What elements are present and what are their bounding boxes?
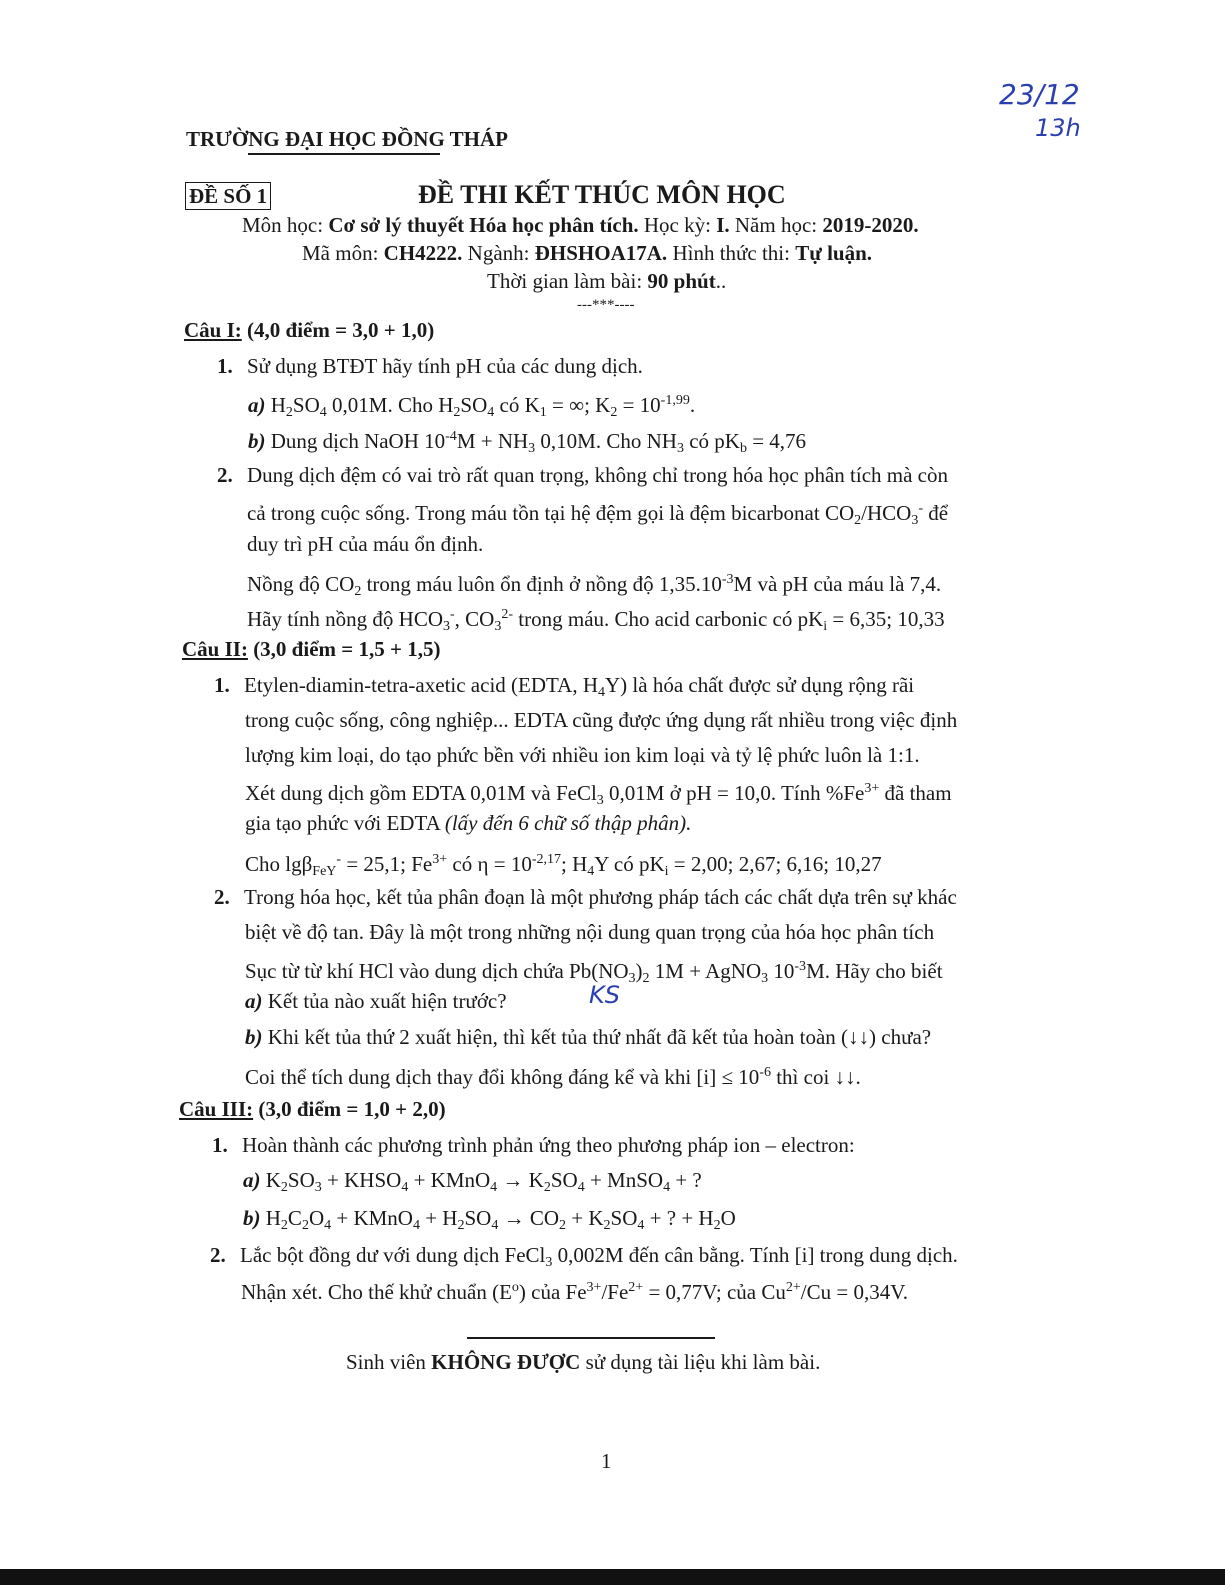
exam-title: ĐỀ THI KẾT THÚC MÔN HỌC xyxy=(418,180,786,209)
q2-part2-line1: 2. Trong hóa học, kết tủa phân đoạn là một phương pháp tách các chất dựa trên sự khác xyxy=(214,885,957,909)
course-code-line: Mã môn: CH4222. Ngành: ĐHSHOA17A. Hình thức thi: Tự luận. xyxy=(302,241,873,265)
q2-part1-line6: Cho lgβ$_{FeY}$- = 25,1; $Fe^{3+}$ có $\eta = 10^{-2,17}$; $H_4Y$ có $pK_i = 2,00$; 2,67; 6,16; 10,27 xyxy=(245,852,882,879)
time-line: Thời gian làm bài: 90 phút.. xyxy=(487,269,727,293)
q2-part2-line6: Coi thể tích dung dịch thay đổi không đáng kể và khi $[i] \le 10^{-6}$ thì coi ↓↓. xyxy=(245,1065,861,1089)
q2-part1-line1: 1. Etylen-diamin-tetra-axetic acid (EDTA, $H_4Y$) là hóa chất được sử dụng rộng rãi xyxy=(214,673,915,700)
svg-text:13h: 13h xyxy=(1035,114,1081,142)
school-name: TRƯỜNG ĐẠI HỌC ĐỒNG THÁP xyxy=(186,127,509,151)
q2-part2-a: a) Kết tủa nào xuất hiện trước? xyxy=(245,989,507,1013)
q2-part1-line5: gia tạo phức với EDTA (lấy đến 6 chữ số thập phân). xyxy=(245,811,692,835)
q1-part1: 1. Sử dụng BTĐT hãy tính pH của các dung dịch. xyxy=(217,354,643,378)
q2-part1-line4: Xét dung dịch gồm EDTA 0,01M và FeCl$_3$ 0,01M ở pH = 10,0. Tính $\%Fe^{3+}$ đã tham xyxy=(245,781,952,808)
footer-divider xyxy=(467,1337,715,1339)
q3-part1-a: a) $K_2SO_3$ + $KHSO_4$ + KMnO$_4$ → $K_2SO_4$ + MnSO$_4$ + ? xyxy=(243,1168,702,1195)
scan-bottom-edge xyxy=(0,1569,1225,1585)
subject-line: Môn học: Cơ sở lý thuyết Hóa học phân tích. Học kỳ: I. Năm học: 2019-2020. xyxy=(242,213,919,237)
q3-part2-line1: 2. Lắc bột đồng dư với dung dịch FeCl$_3$ 0,002M đến cân bằng. Tính [i] trong dung dịch. xyxy=(210,1243,958,1270)
q3-heading: Câu III: (3,0 điểm = 1,0 + 2,0) xyxy=(179,1097,446,1121)
svg-text:23/12: 23/12 xyxy=(999,78,1080,111)
q1-part1-b: b) Dung dịch NaOH $10^{-4}M + NH_3$ 0,10M. Cho $NH_3$ có $pK_b = 4,76$ xyxy=(248,429,807,456)
q1-part2-line3: duy trì pH của máu ổn định. xyxy=(247,532,484,556)
q1-part1-a: a) $H_2SO_4$ 0,01M. Cho $H_2SO_4$ có $K_1$ = ∞; $K_2 = 10^{-1,99}$. xyxy=(248,393,696,420)
footer-note: Sinh viên KHÔNG ĐƯỢC sử dụng tài liệu khi làm bài. xyxy=(346,1350,821,1374)
q1-part2-line2: cả trong cuộc sống. Trong máu tồn tại hệ đệm gọi là đệm bicarbonat $CO_2/HCO_3^-$ để xyxy=(247,501,949,528)
q1-heading: Câu I: (4,0 điểm = 3,0 + 1,0) xyxy=(184,318,435,342)
separator: ---***---- xyxy=(577,297,635,313)
q2-part2-line2: biệt về độ tan. Đây là một trong những nội dung quan trọng của hóa học phân tích xyxy=(245,920,935,944)
school-underline xyxy=(248,153,440,155)
exam-code-box: ĐỀ SỐ 1 xyxy=(185,182,271,210)
q2-heading: Câu II: (3,0 điểm = 1,5 + 1,5) xyxy=(182,637,441,661)
q2-part1-line3: lượng kim loại, do tạo phức bền với nhiều ion kim loại và tỷ lệ phức luôn là 1:1. xyxy=(245,743,920,767)
q3-part2-line2: Nhận xét. Cho thế khử chuẩn $(E^o)$ của $Fe^{3+}/Fe^{2+} = 0,77V$; của $Cu^{2+}/Cu = 0,34V$. xyxy=(241,1280,908,1304)
handwritten-date-note xyxy=(995,74,1115,144)
q1-part2-line5: Hãy tính nồng độ $HCO_3^-$, $CO_3^{2-}$ trong máu. Cho acid carbonic có $pK_i = 6,35$; 10,33 xyxy=(247,607,945,634)
q2-part2-line3: Sục từ từ khí HCl vào dung dịch chứa $Pb(NO_3)_2$ 1M + AgNO$_3$ $10^{-3}M$. Hãy cho biết xyxy=(245,959,943,986)
page-number: 1 xyxy=(601,1449,612,1473)
q1-part2-line1: 2. Dung dịch đệm có vai trò rất quan trọng, không chỉ trong hóa học phân tích mà còn xyxy=(217,463,948,487)
q3-part1: 1. Hoàn thành các phương trình phản ứng theo phương pháp ion – electron: xyxy=(212,1133,855,1157)
q1-part2-line4: Nồng độ $CO_2$ trong máu luôn ổn định ở nồng độ $1,35.10^{-3}M$ và pH của máu là 7,4. xyxy=(247,572,942,599)
handwritten-answer-mark: KS xyxy=(589,981,620,1009)
q2-part2-b: b) Khi kết tủa thứ 2 xuất hiện, thì kết tủa thứ nhất đã kết tủa hoàn toàn (↓↓) chưa? xyxy=(245,1025,932,1049)
q3-part1-b: b) $H_2C_2O_4$ + KMnO$_4$ + $H_2SO_4 \to CO_2 + K_2SO_4$ + ? + $H_2O$ xyxy=(243,1206,736,1233)
q2-part1-line2: trong cuộc sống, công nghiệp... EDTA cũng được ứng dụng rất nhiều trong việc định xyxy=(245,708,958,732)
